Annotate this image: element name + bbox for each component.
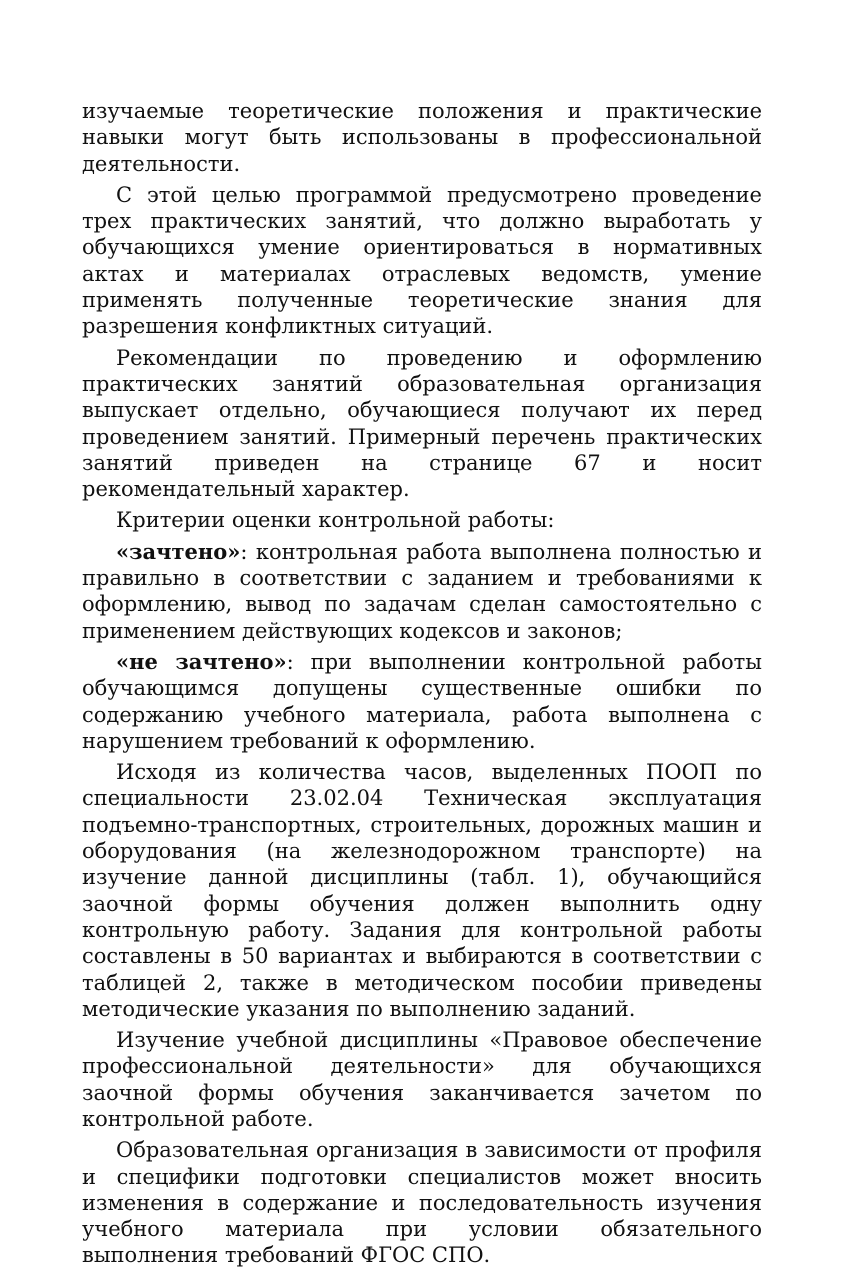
paragraph-1: изучаемые теоретические положения и практические навыки могут быть использованы в профессиональной деятельности.	[82, 99, 762, 176]
paragraph-8: Изучение учебной дисциплины «Правовое обеспечение профессиональной деятельности» для обучающихся заочной формы обучения заканчивается зачетом по контрольной работе.	[82, 1028, 762, 1131]
term-failed: «не зачтено»	[116, 648, 287, 674]
paragraph-7: Исходя из количества часов, выделенных ПООП по специальности 23.02.04 Техническая эксплуатация подъемно-транспортных, строительных, дорожных машин и оборудования (на железнодорожном транспорте) на изучение данной дисциплины (табл. 1), обучающийся заочной формы обучения должен выполнить одну контрольную работу. Задания для контрольной работы составлены в 50 вариантах и выбираются в соответствии с таблицей 2, также в методическом пособии приведены методические указания по выполнению заданий.	[82, 760, 762, 1021]
paragraph-9: Образовательная организация в зависимости от профиля и специфики подготовки специалистов может вносить изменения в содержание и последовательность изучения учебного материала при условии обязательного выполнения требований ФГОС СПО.	[82, 1138, 762, 1268]
paragraph-3: Рекомендации по проведению и оформлению практических занятий образовательная организация выпускает отдельно, обучающиеся получают их перед проведением занятий. Примерный перечень практических занятий приведен на странице 67 и носит рекомендательный характер.	[82, 345, 762, 502]
document-page	[82, 98, 762, 1274]
paragraph-6	[82, 649, 762, 754]
paragraph-6-text: : при выполнении контрольной работы обучающимся допущены существенные ошибки по содержанию учебного материала, работа выполнена с нарушением требований к оформлению.	[82, 649, 762, 753]
term-passed: «зачтено»	[116, 538, 241, 564]
paragraph-2: С этой целью программой предусмотрено проведение трех практических занятий, что должно выработать у обучающихся умение ориентироваться в нормативных актах и материалах отраслевых ведомств, умение применять полученные теоретические знания для разрешения конфликтных ситуаций.	[82, 182, 762, 339]
paragraph-5	[82, 539, 762, 644]
paragraph-4: Критерии оценки контрольной работы:	[116, 508, 555, 533]
paragraph-5-text: : контрольная работа выполнена полностью и правильно в соответствии с заданием и требованиями к оформлению, вывод по задачам сделан самостоятельно с применением действующих кодексов и законов;	[82, 539, 762, 643]
